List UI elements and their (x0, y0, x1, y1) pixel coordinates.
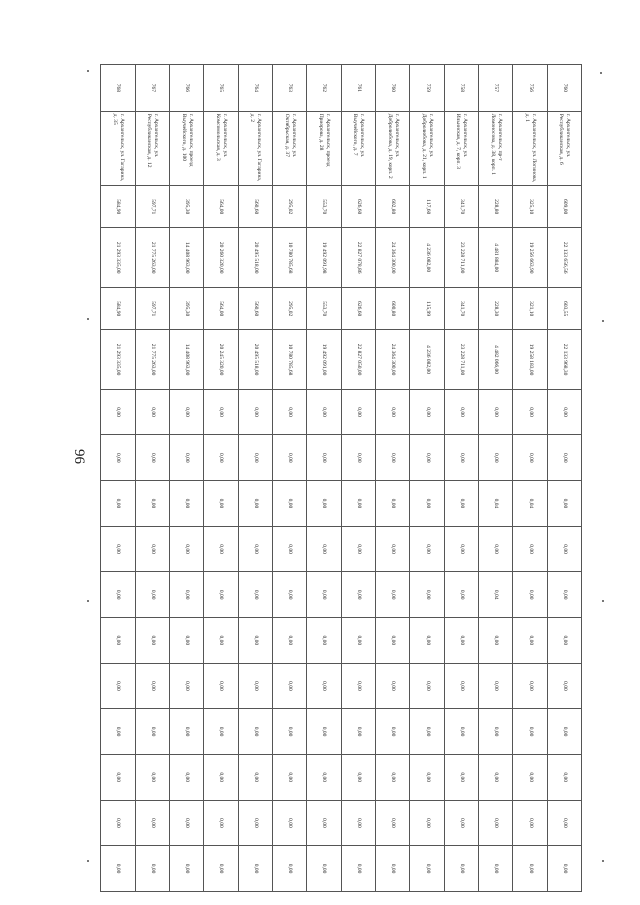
row-number-cell: 757 (478, 65, 512, 112)
value-cell: 0,00 (513, 754, 547, 800)
data-table (100, 64, 582, 892)
value-cell: 0,00 (547, 572, 581, 618)
value-cell: 0,00 (135, 435, 169, 481)
value-cell: 0,04 (478, 572, 512, 618)
value-cell: 0,00 (513, 389, 547, 435)
area-cell: 584,90 (101, 186, 136, 228)
value-cell: 0,00 (444, 481, 478, 527)
value-cell: 0,00 (547, 389, 581, 435)
address-cell: г. Архангельск, ул. Выучейского, д. 7 (341, 111, 375, 185)
amount-cell: 22 133 968,30 (547, 330, 581, 389)
scan-dot (602, 600, 604, 602)
value-cell: 0,00 (272, 754, 306, 800)
table-row (444, 65, 478, 892)
value-cell: 0,00 (341, 526, 375, 572)
table-row (410, 65, 444, 892)
value-cell: 0,00 (341, 709, 375, 755)
value-cell: 0,00 (547, 800, 581, 846)
area-cell: 626,60 (341, 186, 375, 228)
value-cell: 0,00 (375, 663, 409, 709)
value-cell: 0,00 (307, 800, 341, 846)
table-row (375, 65, 409, 892)
value-cell: 0,00 (135, 846, 169, 892)
value-cell: 0,00 (238, 526, 272, 572)
value-cell: 0,00 (307, 754, 341, 800)
value-cell: 0,00 (547, 618, 581, 664)
value-cell: 0,00 (307, 572, 341, 618)
value-cell: 0,00 (135, 618, 169, 664)
value-cell: 0,00 (375, 389, 409, 435)
row-number-cell: 761 (341, 65, 375, 112)
value-cell: 0,00 (341, 663, 375, 709)
row-number-cell: 760 (375, 65, 409, 112)
area-cell: 325,10 (513, 186, 547, 228)
address-cell: г. Архангельск, ул. Логинова, д. 1 (513, 111, 547, 185)
value-cell: 0,00 (204, 709, 238, 755)
value-cell: 0,00 (375, 754, 409, 800)
value-cell: 0,00 (444, 618, 478, 664)
row-number-cell: 756 (513, 65, 547, 112)
value-cell: 0,00 (547, 663, 581, 709)
value-cell: 0,00 (444, 709, 478, 755)
amount-cell: 19 256 663,90 (513, 228, 547, 287)
value-cell: 0,00 (238, 846, 272, 892)
area-cell: 395,30 (169, 287, 203, 329)
value-cell: 0,00 (101, 846, 136, 892)
value-cell: 0,00 (272, 389, 306, 435)
value-cell: 0,00 (135, 526, 169, 572)
value-cell: 0,00 (478, 663, 512, 709)
row-number-cell: 765 (204, 65, 238, 112)
amount-cell: 24 364 300,00 (375, 228, 409, 287)
value-cell: 0,00 (101, 526, 136, 572)
value-cell: 0,00 (341, 389, 375, 435)
address-cell: г. Архангельск, ул. Республиканская, д. 12 (135, 111, 169, 185)
row-number-cell: 758 (444, 65, 478, 112)
table-row (238, 65, 272, 892)
value-cell: 0,00 (410, 481, 444, 527)
address-cell: г. Архангельск, проезд Приорова, д. 28 (307, 111, 341, 185)
area-cell: 626,60 (341, 287, 375, 329)
area-cell: 321,10 (513, 287, 547, 329)
value-cell: 0,00 (513, 800, 547, 846)
amount-cell: 14 408 963,00 (169, 330, 203, 389)
area-cell: 564,00 (204, 186, 238, 228)
value-cell: 0,00 (272, 435, 306, 481)
row-number-cell: 767 (135, 65, 169, 112)
table-rotator (100, 64, 582, 892)
value-cell: 0,00 (478, 526, 512, 572)
value-cell: 0,00 (272, 572, 306, 618)
amount-cell: 4 481 884,00 (478, 228, 512, 287)
value-cell: 0,00 (375, 435, 409, 481)
value-cell: 0,00 (101, 709, 136, 755)
value-cell: 0,00 (444, 800, 478, 846)
row-number-cell: 762 (307, 65, 341, 112)
value-cell: 0,00 (341, 572, 375, 618)
value-cell: 0,00 (547, 435, 581, 481)
value-cell: 0,00 (478, 389, 512, 435)
table-row (101, 65, 136, 892)
address-cell: г. Архангельск, ул. Октябрьская, д. 37 (272, 111, 306, 185)
value-cell: 0,00 (238, 800, 272, 846)
value-cell: 0,00 (341, 800, 375, 846)
amount-cell: 4 236 082,00 (410, 330, 444, 389)
value-cell: 0,00 (410, 663, 444, 709)
value-cell: 0,00 (272, 709, 306, 755)
value-cell: 0,00 (204, 526, 238, 572)
value-cell: 0,00 (101, 618, 136, 664)
amount-cell: 21 293 335,00 (101, 330, 136, 389)
value-cell: 0,00 (169, 754, 203, 800)
row-number-cell: 763 (272, 65, 306, 112)
table-row (341, 65, 375, 892)
amount-cell: 20 495 518,00 (238, 330, 272, 389)
value-cell: 0,00 (101, 435, 136, 481)
area-cell: 228,30 (478, 287, 512, 329)
value-cell: 0,00 (307, 526, 341, 572)
value-cell: 0,00 (204, 846, 238, 892)
table-row (204, 65, 238, 892)
value-cell: 0,00 (204, 618, 238, 664)
value-cell: 0,00 (375, 526, 409, 572)
value-cell: 0,04 (513, 481, 547, 527)
value-cell: 0,00 (513, 572, 547, 618)
value-cell: 0,00 (513, 709, 547, 755)
scan-dot (602, 860, 604, 862)
value-cell: 0,00 (410, 526, 444, 572)
table-row (169, 65, 203, 892)
area-cell: 295,02 (272, 186, 306, 228)
value-cell: 0,00 (169, 663, 203, 709)
area-cell: 560,60 (238, 186, 272, 228)
value-cell: 0,00 (169, 618, 203, 664)
value-cell: 0,00 (135, 800, 169, 846)
value-cell: 0,00 (204, 663, 238, 709)
value-cell: 0,00 (238, 618, 272, 664)
value-cell: 0,00 (410, 618, 444, 664)
area-cell: 395,30 (169, 186, 203, 228)
table-container (100, 64, 582, 892)
value-cell: 0,00 (135, 481, 169, 527)
value-cell: 0,00 (513, 846, 547, 892)
area-cell: 295,02 (272, 287, 306, 329)
value-cell: 0,00 (204, 800, 238, 846)
value-cell: 0,00 (513, 618, 547, 664)
area-cell: 597,71 (135, 287, 169, 329)
amount-cell: 23 228 711,00 (444, 330, 478, 389)
value-cell: 0,00 (410, 846, 444, 892)
amount-cell: 20 495 518,00 (238, 228, 272, 287)
value-cell: 0,00 (135, 572, 169, 618)
value-cell: 0,00 (272, 846, 306, 892)
area-cell: 602,80 (375, 186, 409, 228)
value-cell: 0,00 (238, 481, 272, 527)
area-cell: 597,71 (135, 186, 169, 228)
table-row (547, 65, 581, 892)
scan-dot (600, 72, 602, 74)
amount-cell: 20 260 320,00 (204, 228, 238, 287)
value-cell: 0,00 (444, 663, 478, 709)
address-cell: г. Архангельск, проезд Выучейского, д. 100 (169, 111, 203, 185)
value-cell: 0,00 (101, 572, 136, 618)
amount-cell: 22 827 078,86 (341, 228, 375, 287)
value-cell: 0,00 (101, 800, 136, 846)
value-cell: 0,00 (169, 389, 203, 435)
amount-cell: 22 133 656,56 (547, 228, 581, 287)
amount-cell: 21 293 335,00 (101, 228, 136, 287)
value-cell: 0,00 (375, 846, 409, 892)
value-cell: 0,00 (272, 618, 306, 664)
amount-cell: 4 236 082,00 (410, 228, 444, 287)
amount-cell: 19 492 091,00 (307, 330, 341, 389)
amount-cell: 14 408 963,00 (169, 228, 203, 287)
table-row (513, 65, 547, 892)
value-cell: 0,00 (307, 435, 341, 481)
value-cell: 0,00 (513, 663, 547, 709)
area-cell: 115,99 (410, 287, 444, 329)
row-number-cell: 759 (410, 65, 444, 112)
area-cell: 553,70 (307, 287, 341, 329)
page-number-text: 96 (70, 448, 87, 464)
amount-cell: 24 364 300,00 (375, 330, 409, 389)
area-cell: 341,70 (444, 287, 478, 329)
value-cell: 0,04 (478, 481, 512, 527)
value-cell: 0,00 (375, 800, 409, 846)
amount-cell: 21 775 263,00 (135, 330, 169, 389)
value-cell: 0,00 (169, 800, 203, 846)
area-cell: 553,70 (307, 186, 341, 228)
area-cell: 609,00 (547, 186, 581, 228)
address-cell: г. Архангельск, ул. Комсомольская, д. 3 (204, 111, 238, 185)
row-number-cell: 764 (238, 65, 272, 112)
value-cell: 0,00 (169, 572, 203, 618)
address-cell: г. Архангельск, ул. Добролюбова, д. 19, корп. 2 (375, 111, 409, 185)
value-cell: 0,00 (375, 618, 409, 664)
value-cell: 0,00 (444, 572, 478, 618)
area-cell: 341,70 (444, 186, 478, 228)
table-body (101, 65, 582, 892)
value-cell: 0,00 (135, 754, 169, 800)
table-row (272, 65, 306, 892)
value-cell: 0,00 (341, 481, 375, 527)
area-cell: 564,00 (204, 287, 238, 329)
value-cell: 0,00 (135, 709, 169, 755)
scan-dot (87, 600, 89, 602)
amount-cell: 22 827 050,00 (341, 330, 375, 389)
value-cell: 0,00 (238, 709, 272, 755)
address-cell: г. Архангельск, ул. Гагарина, д. 35 (101, 111, 136, 185)
value-cell: 0,00 (238, 435, 272, 481)
value-cell: 0,00 (272, 800, 306, 846)
value-cell: 0,00 (410, 389, 444, 435)
value-cell: 0,00 (547, 754, 581, 800)
value-cell: 0,00 (238, 754, 272, 800)
value-cell: 0,00 (135, 663, 169, 709)
value-cell: 0,00 (204, 754, 238, 800)
value-cell: 0,00 (341, 618, 375, 664)
value-cell: 0,00 (478, 709, 512, 755)
value-cell: 0,00 (444, 526, 478, 572)
row-number-cell: 766 (169, 65, 203, 112)
value-cell: 0,00 (101, 754, 136, 800)
address-cell: г. Архангельск, ул. Ильинская, д. 7, корп. 3 (444, 111, 478, 185)
address-cell: г. Архангельск, пр-т Ломоносова, д. 38, корп. 1 (478, 111, 512, 185)
row-number-cell: 760 (547, 65, 581, 112)
value-cell: 0,00 (101, 663, 136, 709)
row-number-cell: 768 (101, 65, 136, 112)
amount-cell: 21 775 263,00 (135, 228, 169, 287)
value-cell: 0,00 (478, 846, 512, 892)
page-number (70, 436, 86, 476)
value-cell: 0,00 (444, 754, 478, 800)
value-cell: 0,00 (547, 526, 581, 572)
value-cell: 0,00 (547, 846, 581, 892)
address-cell: г. Архангельск, ул. Гагарина, д. 2 (238, 111, 272, 185)
scan-dot (87, 860, 89, 862)
value-cell: 0,00 (547, 709, 581, 755)
value-cell: 0,00 (513, 435, 547, 481)
value-cell: 0,00 (341, 754, 375, 800)
value-cell: 0,00 (307, 663, 341, 709)
amount-cell: 23 228 711,00 (444, 228, 478, 287)
value-cell: 0,00 (307, 618, 341, 664)
value-cell: 0,00 (513, 526, 547, 572)
value-cell: 0,00 (410, 435, 444, 481)
value-cell: 0,00 (444, 846, 478, 892)
value-cell: 0,00 (204, 572, 238, 618)
value-cell: 0,00 (307, 709, 341, 755)
amount-cell: 19 492 091,98 (307, 228, 341, 287)
value-cell: 0,00 (169, 846, 203, 892)
scan-dot (602, 320, 604, 322)
amount-cell: 10 780 785,68 (272, 330, 306, 389)
value-cell: 0,00 (410, 572, 444, 618)
value-cell: 0,00 (307, 481, 341, 527)
value-cell: 0,00 (272, 526, 306, 572)
value-cell: 0,00 (478, 754, 512, 800)
value-cell: 0,00 (375, 709, 409, 755)
value-cell: 0,00 (444, 435, 478, 481)
value-cell: 0,00 (169, 709, 203, 755)
value-cell: 0,00 (375, 481, 409, 527)
value-cell: 0,00 (169, 481, 203, 527)
scan-dot (87, 70, 89, 72)
value-cell: 0,00 (444, 389, 478, 435)
scan-dot (87, 318, 89, 320)
value-cell: 0,00 (101, 481, 136, 527)
value-cell: 0,00 (101, 389, 136, 435)
area-cell: 600,80 (375, 287, 409, 329)
value-cell: 0,00 (204, 481, 238, 527)
area-cell: 584,90 (101, 287, 136, 329)
amount-cell: 4 482 066,00 (478, 330, 512, 389)
value-cell: 0,00 (272, 663, 306, 709)
table-row (478, 65, 512, 892)
address-cell: г. Архангельск, ул. Республиканская, д. 6 (547, 111, 581, 185)
value-cell: 0,00 (307, 846, 341, 892)
address-cell: г. Архангельск, ул. Добролюбова, д. 21, корп. 1 (410, 111, 444, 185)
value-cell: 0,00 (307, 389, 341, 435)
area-cell: 117,60 (410, 186, 444, 228)
value-cell: 0,00 (238, 389, 272, 435)
value-cell: 0,00 (478, 435, 512, 481)
value-cell: 0,00 (238, 663, 272, 709)
value-cell: 0,00 (478, 618, 512, 664)
value-cell: 0,00 (204, 435, 238, 481)
value-cell: 0,00 (204, 389, 238, 435)
amount-cell: 20 245 320,00 (204, 330, 238, 389)
table-row (135, 65, 169, 892)
value-cell: 0,00 (341, 435, 375, 481)
value-cell: 0,00 (410, 754, 444, 800)
value-cell: 0,00 (478, 800, 512, 846)
value-cell: 0,00 (410, 709, 444, 755)
value-cell: 0,00 (169, 435, 203, 481)
table-row (307, 65, 341, 892)
value-cell: 0,00 (410, 800, 444, 846)
value-cell: 0,00 (547, 481, 581, 527)
value-cell: 0,00 (375, 572, 409, 618)
amount-cell: 19 258 183,00 (513, 330, 547, 389)
value-cell: 0,00 (272, 481, 306, 527)
value-cell: 0,00 (341, 846, 375, 892)
value-cell: 0,00 (238, 572, 272, 618)
value-cell: 0,00 (135, 389, 169, 435)
area-cell: 228,80 (478, 186, 512, 228)
area-cell: 560,60 (238, 287, 272, 329)
area-cell: 603,55 (547, 287, 581, 329)
amount-cell: 10 780 785,68 (272, 228, 306, 287)
value-cell: 0,00 (169, 526, 203, 572)
